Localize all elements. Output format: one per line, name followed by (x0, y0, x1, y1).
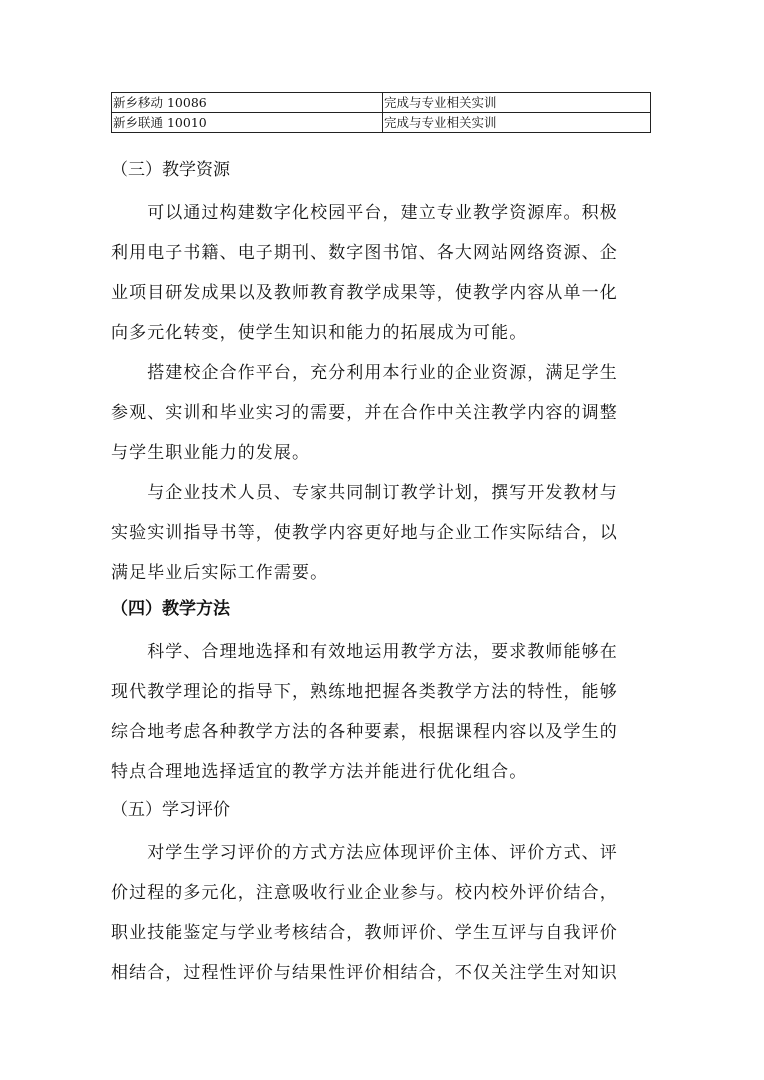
paragraph (111, 353, 651, 473)
paragraph-line: 职业技能鉴定与学业考核结合，教师评价、学生互评与自我评价 (111, 923, 618, 943)
paragraph-line: 实验实训指导书等，使教学内容更好地与企业工作实际结合，以 (111, 523, 618, 543)
table-cell-name: 新乡移动 10086 (112, 93, 383, 113)
section-heading-learning-evaluation: （五）学习评价 (111, 800, 230, 820)
paragraph-line: 参观、实训和毕业实习的需要，并在合作中关注教学内容的调整 (111, 403, 618, 423)
section-heading-teaching-methods: （四）教学方法 (111, 599, 230, 619)
section-heading-teaching-resources: （三）教学资源 (111, 160, 230, 180)
table-cell-content: 完成与专业相关实训 (383, 93, 651, 113)
paragraph-line: 与企业技术人员、专家共同制订教学计划，撰写开发教材与 (111, 483, 618, 503)
paragraph-line: 与学生职业能力的发展。 (111, 443, 311, 463)
table-cell-content: 完成与专业相关实训 (383, 113, 651, 133)
paragraph-line: 特点合理地选择适宜的教学方法并能进行优化组合。 (111, 762, 528, 782)
paragraph-line: 综合地考虑各种教学方法的各种要素，根据课程内容以及学生的 (111, 722, 618, 742)
paragraph-line: 现代教学理论的指导下，熟练地把握各类教学方法的特性，能够 (111, 682, 618, 702)
table-cell-name: 新乡联通 10010 (112, 113, 383, 133)
paragraph (111, 473, 651, 593)
paragraph-line: 价过程的多元化，注意吸收行业企业参与。校内校外评价结合， (111, 883, 618, 903)
paragraph-line: 向多元化转变，使学生知识和能力的拓展成为可能。 (111, 323, 528, 343)
table-row (112, 93, 651, 113)
paragraph (111, 632, 651, 792)
paragraph-line: 满足毕业后实际工作需要。 (111, 563, 329, 583)
paragraph-line: 相结合，过程性评价与结果性评价相结合，不仅关注学生对知识 (111, 963, 618, 983)
paragraph-line: 对学生学习评价的方式方法应体现评价主体、评价方式、评 (111, 843, 618, 863)
paragraph-line: 科学、合理地选择和有效地运用教学方法，要求教师能够在 (111, 642, 618, 662)
paragraph (111, 833, 651, 993)
paragraph-line: 业项目研发成果以及教师教育教学成果等，使教学内容从单一化 (111, 283, 618, 303)
table-row (112, 113, 651, 133)
paragraph (111, 193, 651, 353)
paragraph-line: 搭建校企合作平台，充分利用本行业的企业资源，满足学生 (111, 363, 618, 383)
paragraph-line: 利用电子书籍、电子期刊、数字图书馆、各大网站网络资源、企 (111, 243, 618, 263)
practice-base-table (111, 92, 651, 133)
paragraph-line: 可以通过构建数字化校园平台，建立专业教学资源库。积极 (111, 203, 618, 223)
